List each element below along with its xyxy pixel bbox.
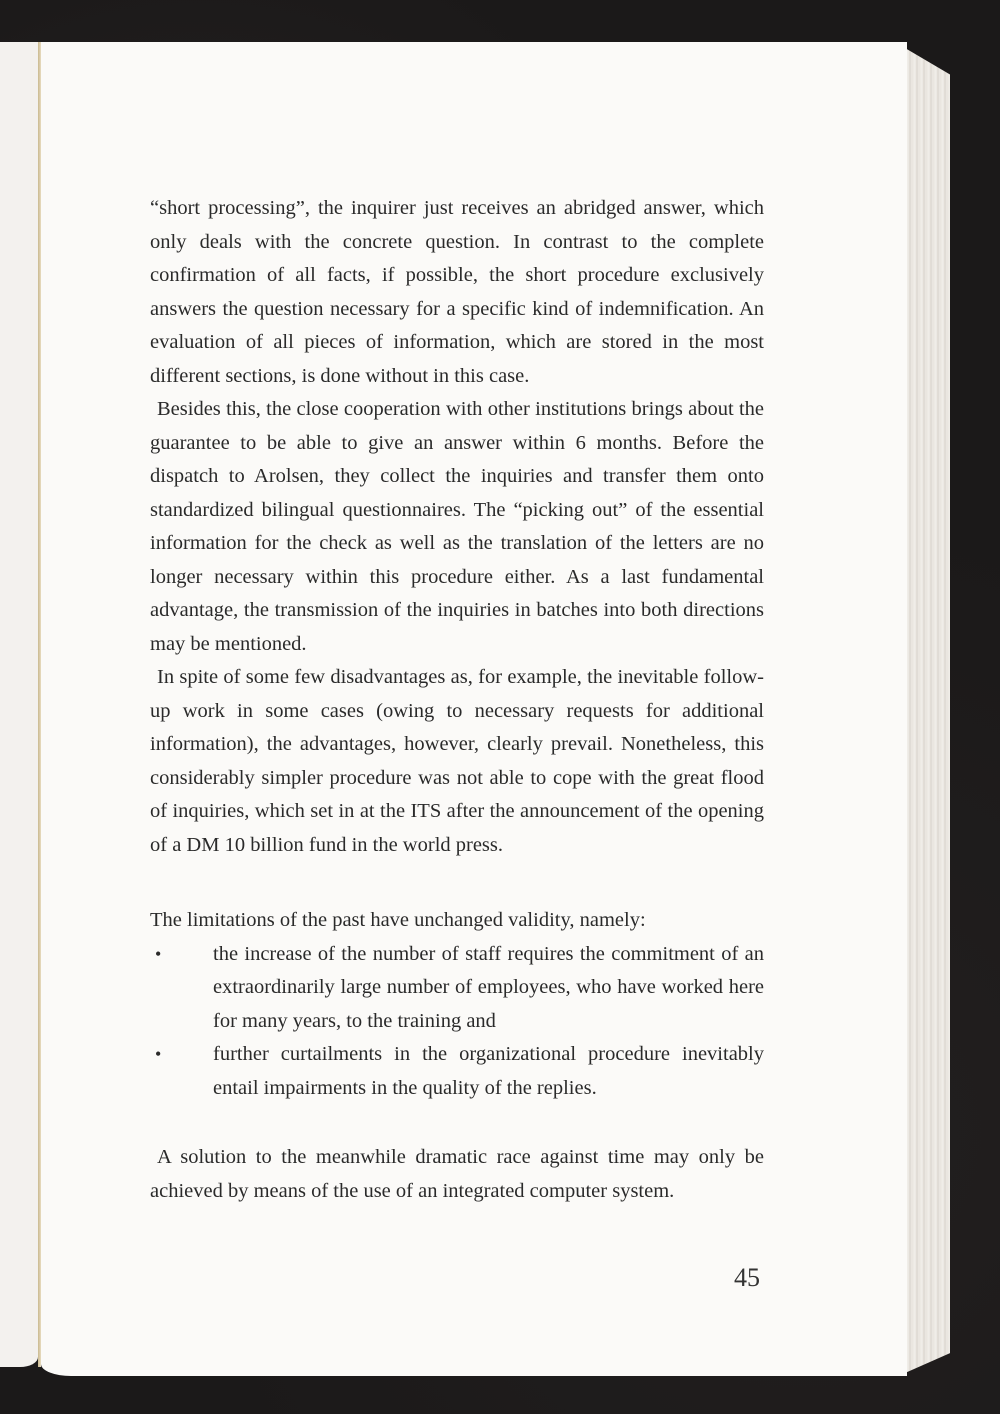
list-item	[150, 1038, 764, 1105]
paragraph: “short processing”, the inquirer just receives an abridged answer, which only deals with the concrete question. In contrast to the complete confirmation of all facts, if possible, the short procedure exclusively answers the question necessary for a specific kind of indemnification. An evaluation of all pieces of information, which are stored in the most different sections, is done without in this case.	[150, 197, 764, 387]
list-item	[150, 938, 764, 1039]
page-number: 45	[734, 1263, 760, 1292]
paragraph: Besides this, the close cooperation with other institutions brings about the guarantee to be able to give an answer within 6 months. Before the dispatch to Arolsen, they collect the inquiries and transfer them onto standardized bilingual questionnaires. The “picking out” of the essential information for the check as well as the translation of the letters are no longer necessary within this procedure either. As a last fundamental advantage, the transmission of the inquiries in batches into both directions may be mentioned.	[150, 398, 764, 655]
paragraph: In spite of some few disadvantages as, for example, the inevitable follow-up work in some cases (owing to necessary requests for additional information), the advantages, however, clearly prevail. Nonetheless, this considerably simpler procedure was not able to cope with the great flood of inquiries, which set in at the ITS after the announcement of the opening of a DM 10 billion fund in the world press.	[150, 666, 764, 856]
spacer	[150, 1105, 764, 1141]
limitations-intro: The limitations of the past have unchanged validity, namely:	[150, 909, 646, 931]
bullet-icon: •	[155, 1044, 162, 1064]
list-item-text: further curtailments in the organizational procedure inevitably entail impairments in the quality of the replies.	[213, 1043, 764, 1099]
book-spine	[38, 42, 41, 1367]
conclusion-paragraph: A solution to the meanwhile dramatic race against time may only be achieved by means of the use of an integrated computer system.	[150, 1146, 764, 1202]
facing-page-edge	[0, 42, 38, 1367]
bullet-icon: •	[155, 943, 162, 964]
page-stack-edges	[905, 48, 950, 1373]
page-body	[150, 192, 764, 1208]
list-item-text: the increase of the number of staff requires the commitment of an extraordinarily large number of employees, who have worked here for many years, to the training and	[213, 942, 764, 1032]
spacer	[150, 862, 764, 904]
limitations-list	[150, 938, 764, 1106]
